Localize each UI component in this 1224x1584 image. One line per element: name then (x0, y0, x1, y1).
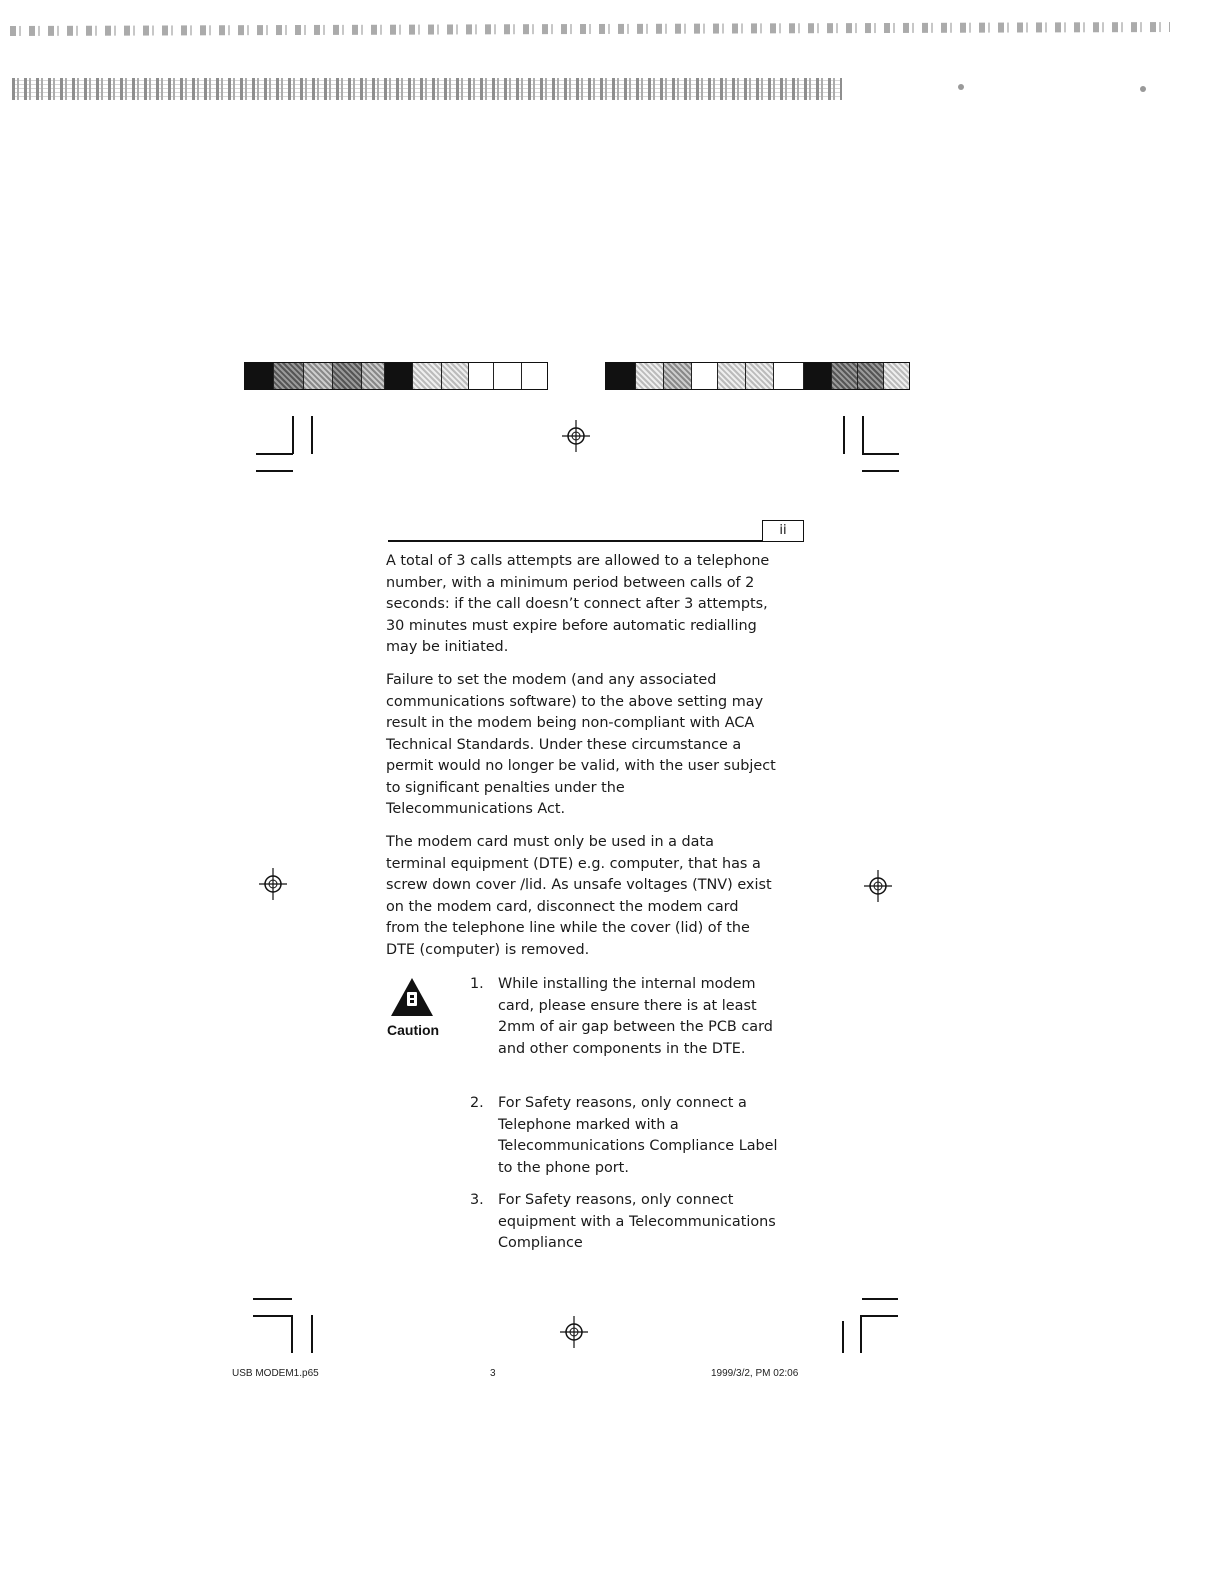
calibration-cell (494, 363, 521, 389)
calibration-cell (746, 363, 774, 389)
footer-filename: USB MODEM1.p65 (232, 1368, 319, 1379)
caution-label: Caution (387, 1022, 440, 1038)
calibration-bar-left (244, 362, 548, 390)
body-paragraph: The modem card must only be used in a data terminal equipment (DTE) e.g. computer, that has a screw down cover /lid. As unsafe voltages (TNV) exist on the modem card, disconnect the modem card from the telephone line while the cover (lid) of the DTE (computer) is removed. (386, 834, 772, 958)
body-paragraph: A total of 3 calls attempts are allowed to a telephone number, with a minimum period between calls of 2 seconds: if the call doesn’t connect after 3 attempts, 30 minutes must expire before automatic redialling may be initiated. (386, 553, 770, 655)
crop-mark (862, 470, 899, 472)
calibration-cell (413, 363, 442, 389)
scan-noise-dot (958, 84, 964, 90)
registration-target-icon (558, 418, 594, 454)
calibration-cell (385, 363, 412, 389)
calibration-cell (606, 363, 636, 389)
calibration-cell (804, 363, 832, 389)
crop-mark (311, 1315, 313, 1353)
footer-page: 3 (490, 1368, 496, 1379)
calibration-cell (858, 363, 884, 389)
calibration-cell (522, 363, 547, 389)
calibration-cell (274, 363, 303, 389)
crop-mark (862, 1298, 898, 1300)
list-item-number: 3. (470, 1192, 484, 1208)
list-item-text: For Safety reasons, only connect a Telephone marked with a Telecommunications Compliance Label to the phone port. (498, 1095, 778, 1176)
crop-mark (862, 416, 864, 454)
list-item-text: For Safety reasons, only connect equipment with a Telecommunications Compliance (498, 1192, 776, 1251)
calibration-cell (333, 363, 362, 389)
crop-mark (256, 453, 293, 455)
crop-mark (860, 1315, 862, 1353)
list-item-text: While installing the internal modem card, please ensure there is at least 2mm of air gap between the PCB card and other components in the DTE. (498, 976, 773, 1057)
registration-target-icon (860, 868, 896, 904)
caution-list-item (470, 1190, 780, 1260)
registration-target-icon (255, 866, 291, 902)
crop-mark (860, 1315, 898, 1317)
calibration-cell (832, 363, 858, 389)
crop-mark (256, 470, 293, 472)
header-rule (388, 540, 764, 542)
calibration-cell (884, 363, 909, 389)
caution-list-item (470, 974, 780, 1084)
crop-mark (311, 416, 313, 454)
calibration-cell (692, 363, 718, 389)
calibration-cell (718, 363, 746, 389)
calibration-cell (664, 363, 692, 389)
scan-noise-band (12, 78, 842, 100)
calibration-cell (304, 363, 333, 389)
crop-mark (862, 453, 899, 455)
crop-mark (291, 1315, 293, 1353)
page-number-badge: ii (762, 520, 804, 542)
crop-mark (842, 1321, 844, 1353)
calibration-cell (774, 363, 804, 389)
list-item-number: 2. (470, 1095, 484, 1111)
registration-target-icon (556, 1314, 592, 1350)
crop-mark (253, 1315, 292, 1317)
footer-timestamp: 1999/3/2, PM 02:06 (711, 1368, 799, 1379)
calibration-cell (442, 363, 469, 389)
calibration-cell (362, 363, 385, 389)
calibration-cell (636, 363, 664, 389)
body-paragraph: Failure to set the modem (and any associated communications software) to the above setting may result in the modem being non-compliant with ACA Technical Standards. Under these circumstance a permit would no longer be valid, with the user subject to significant penalties under the Telecommunications Act. (386, 672, 776, 817)
warning-triangle-icon (389, 976, 435, 1018)
crop-mark (843, 416, 845, 454)
scan-noise-dot (1140, 86, 1146, 92)
crop-mark (253, 1298, 292, 1300)
calibration-cell (469, 363, 494, 389)
list-item-number: 1. (470, 976, 484, 992)
calibration-cell (245, 363, 274, 389)
scan-noise-top (10, 18, 1170, 38)
caution-list-item (470, 1093, 780, 1183)
calibration-bar-right (605, 362, 910, 390)
crop-mark (292, 416, 294, 454)
